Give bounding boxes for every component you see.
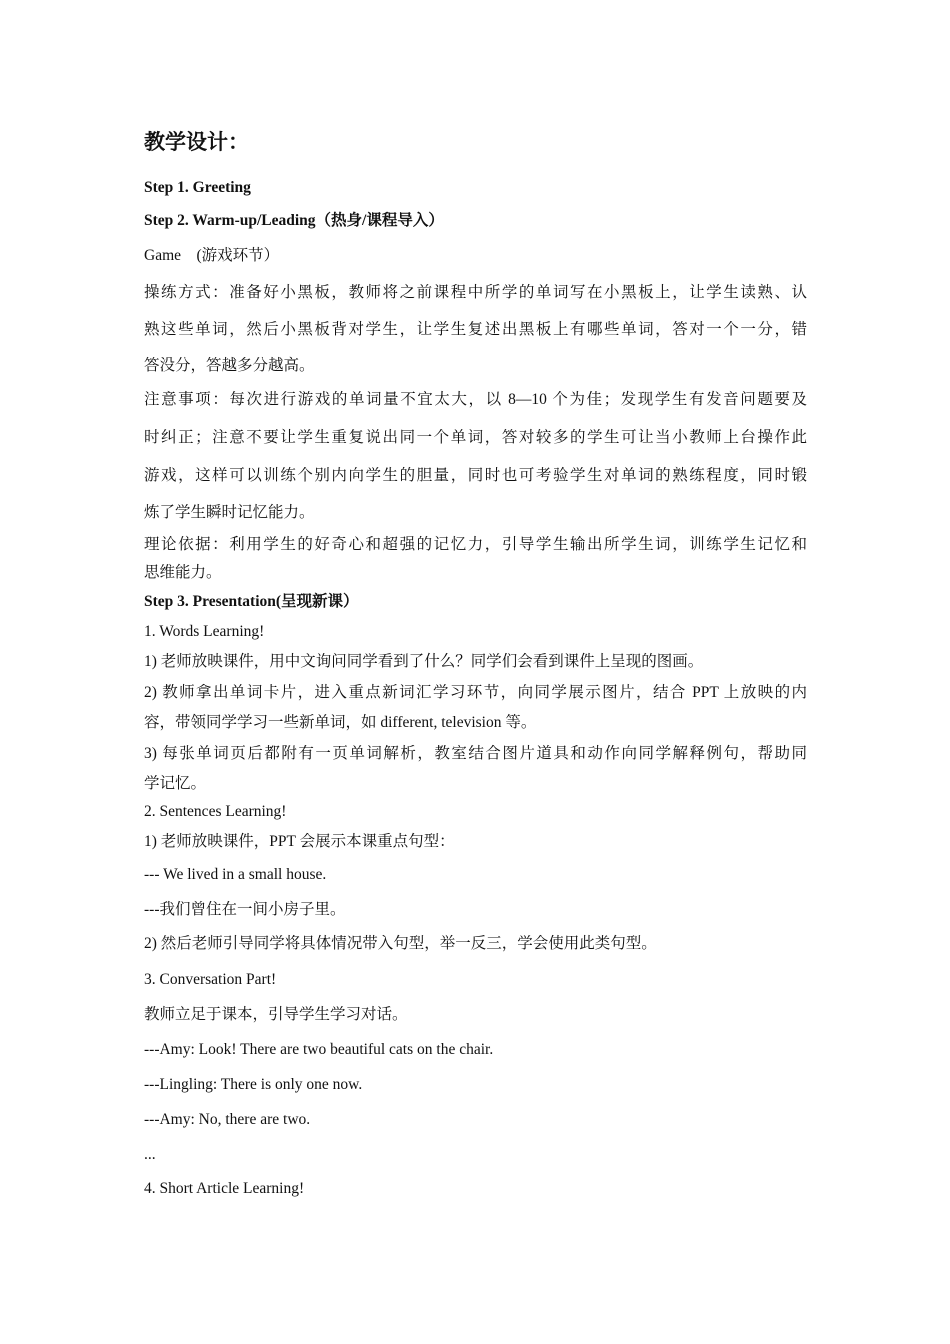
paragraph-line: 理论依据：利用学生的好奇心和超强的记忆力，引导学生输出所学生词，训练学生记忆和 (144, 536, 807, 553)
list-item: 学记忆。 (144, 775, 207, 792)
section-heading: 1. Words Learning! (144, 623, 265, 640)
paragraph-line: 炼了学生瞬时记忆能力。 (144, 504, 315, 521)
paragraph-line: 操练方式：准备好小黑板，教师将之前课程中所学的单词写在小黑板上，让学生读熟、认 (144, 284, 807, 301)
section-heading: 3. Conversation Part! (144, 971, 277, 988)
paragraph-line: 答没分，答越多分越高。 (144, 357, 315, 374)
step-2-heading: Step 2. Warm-up/Leading（热身/课程导入） (144, 212, 444, 229)
step-3-heading: Step 3. Presentation(呈现新课） (144, 593, 359, 610)
example-translation: ---我们曾住在一间小房子里。 (144, 901, 346, 918)
step-1-heading: Step 1. Greeting (144, 179, 251, 196)
game-label: Game (游戏环节） (144, 247, 280, 264)
section-heading: 2. Sentences Learning! (144, 803, 287, 820)
section-heading: 4. Short Article Learning! (144, 1180, 305, 1197)
list-item: 2) 教师拿出单词卡片，进入重点新词汇学习环节，向同学展示图片，结合 PPT 上放映的内 (144, 684, 807, 701)
paragraph-line: 思维能力。 (144, 564, 222, 581)
page-title: 教学设计： (144, 130, 249, 154)
ellipsis: ... (144, 1146, 156, 1163)
paragraph-line: 教师立足于课本，引导学生学习对话。 (144, 1006, 408, 1023)
dialogue-line: ---Lingling: There is only one now. (144, 1076, 363, 1093)
paragraph-line: 游戏，这样可以训练个别内向学生的胆量，同时也可考验学生对单词的熟练程度，同时锻 (144, 467, 807, 484)
dialogue-line: ---Amy: Look! There are two beautiful cats on the chair. (144, 1041, 494, 1058)
list-item: 容，带领同学学习一些新单词，如 different, television 等。 (144, 714, 537, 731)
example-sentence: --- We lived in a small house. (144, 866, 327, 883)
list-item: 2) 然后老师引导同学将具体情况带入句型，举一反三，学会使用此类句型。 (144, 935, 657, 952)
dialogue-line: ---Amy: No, there are two. (144, 1111, 311, 1128)
paragraph-line: 时纠正；注意不要让学生重复说出同一个单词，答对较多的学生可让当小教师上台操作此 (144, 429, 807, 446)
paragraph-line: 注意事项：每次进行游戏的单词量不宜太大，以 8—10 个为佳；发现学生有发音问题要及 (144, 391, 807, 408)
list-item: 1) 老师放映课件，用中文询问同学看到了什么？同学们会看到课件上呈现的图画。 (144, 653, 704, 670)
paragraph-line: 熟这些单词，然后小黑板背对学生，让学生复述出黑板上有哪些单词，答对一个一分，错 (144, 321, 807, 338)
list-item: 1) 老师放映课件，PPT 会展示本课重点句型： (144, 833, 455, 850)
list-item: 3) 每张单词页后都附有一页单词解析，教室结合图片道具和动作向同学解释例句，帮助同 (144, 745, 807, 762)
